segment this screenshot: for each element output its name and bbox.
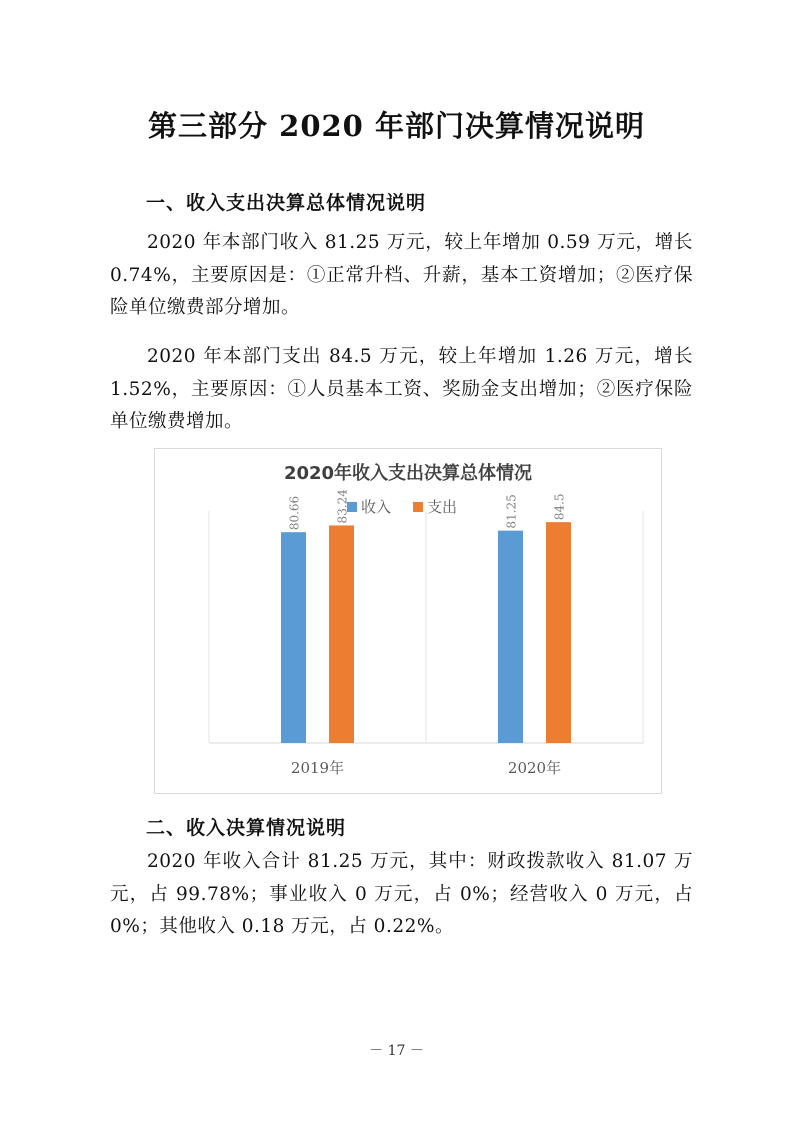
income-expense-chart <box>154 448 662 794</box>
chart-legend <box>347 498 457 516</box>
chart-title: 2020年收入支出决算总体情况 <box>283 463 533 484</box>
chart-plot-area <box>209 489 643 777</box>
bar-0-1 <box>329 525 354 743</box>
page-number: － 17 － <box>369 1043 424 1059</box>
bar-1-0 <box>498 531 523 743</box>
section1-heading: 一、收入支出决算总体情况说明 <box>146 192 427 214</box>
data-label-0-0: 80.66 <box>287 495 302 531</box>
bar-0-0 <box>281 532 306 743</box>
chart-svg <box>155 449 661 793</box>
data-label-1-1: 84.5 <box>552 493 567 521</box>
bar-1-1 <box>546 522 571 743</box>
section2-paragraph: 2020 年收入合计 81.25 万元，其中：财政拨款收入 81.07 万元，占 99.78%；事业收入 0 万元，占 0%；经营收入 0 万元，占 0%；其他收入 0.18 万元，占 0.22%。 <box>110 851 693 937</box>
legend-label-1: 支出 <box>427 498 458 516</box>
data-label-1-0: 81.25 <box>504 494 519 529</box>
legend-label-0: 收入 <box>361 498 392 516</box>
section1-paragraph-income: 2020 年本部门收入 81.25 万元，较上年增加 0.59 万元，增长 0.74%，主要原因是：①正常升档、升薪，基本工资增加；②医疗保险单位缴费部分增加。 <box>110 232 693 318</box>
legend-swatch-1 <box>413 502 423 512</box>
data-label-0-1: 83.24 <box>335 489 350 524</box>
page-title: 第三部分 2020 年部门决算情况说明 <box>148 109 645 143</box>
x-tick-label-1: 2020年 <box>507 759 562 777</box>
section1-paragraph-expense: 2020 年本部门支出 84.5 万元，较上年增加 1.26 万元，增长 1.52%，主要原因：①人员基本工资、奖励金支出增加；②医疗保险单位缴费增加。 <box>110 346 693 432</box>
x-tick-label-0: 2019年 <box>290 759 345 777</box>
section2-heading: 二、收入决算情况说明 <box>146 817 347 839</box>
